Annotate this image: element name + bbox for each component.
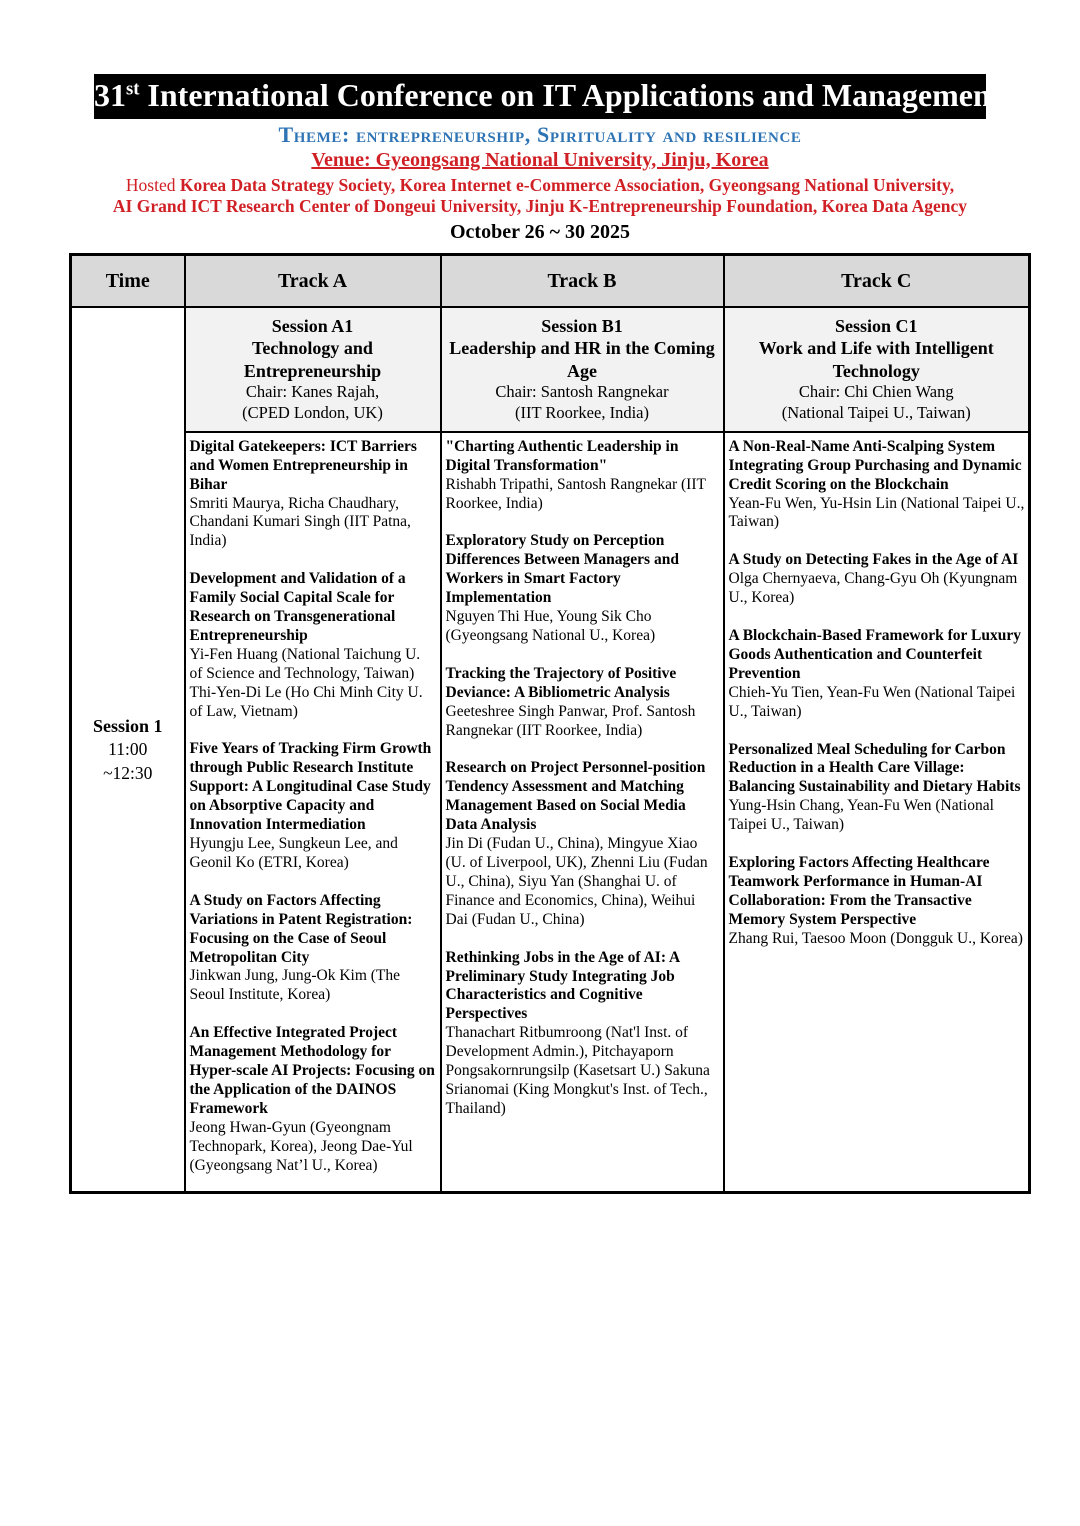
hosted-block [0,175,1080,218]
paper-entry [446,949,720,1119]
paper-title: Five Years of Tracking Firm Growth through Public Research Institute Support: A Longitudinal Case Study on Absorptive Capacity and Innovation Intermediation [189,740,432,834]
paper-title: Exploratory Study on Perception Differences Between Managers and Workers in Smart Factory Implementation [445,532,679,607]
papers-row [71,432,1030,1193]
paper-title: "Charting Authentic Leadership in Digital Transformation" [445,437,679,474]
session-title: Technology and Entrepreneurship [243,338,382,381]
paper-authors: Thanachart Ritbumroong (Nat'l Inst. of Development Admin.), Pitchayaporn Pongsakornrungsilp (Kasetsart U.) Sakuna Srianomai (King Mongkut's Inst. of Tech., Thailand) [445,1024,710,1117]
paper-entry [190,740,437,872]
column-header-track-b: Track B [441,255,724,307]
paper-title: A Blockchain-Based Framework for Luxury Goods Authentication and Counterfeit Prevention [728,627,1021,682]
paper-title: Research on Project Personnel-position Tendency Assessment and Matching Management Based on Social Media Data Analysis [445,759,706,834]
paper-authors: Zhang Rui, Taesoo Moon (Dongguk U., Korea) [728,929,1023,947]
paper-title: A Study on Detecting Fakes in the Age of AI [728,551,1019,569]
paper-title: A Study on Factors Affecting Variations in Patent Registration: Focusing on the Case of Seoul Metropolitan City [189,891,413,966]
hosted-line-1 [0,175,1080,196]
paper-authors: Jin Di (Fudan U., China), Mingyue Xiao (U. of Liverpool, UK), Zhenni Liu (Fudan U., China), Siyu Yan (Shanghai U. of Finance and Economics, China), Weihui Dai (Fudan U., China) [445,835,708,928]
conference-title-banner [94,74,1002,119]
session-chair: Chair: Kanes Rajah, [245,382,380,402]
paper-entry [446,532,720,645]
paper-entry [446,438,720,514]
session-chair: Chair: Chi Chien Wang [798,382,954,402]
session-number: Session 1 [92,715,163,736]
hosted-line-2: AI Grand ICT Research Center of Dongeui University, Jinju K-Entrepreneurship Foundation, Korea Data Agency [112,195,968,216]
conference-dates: October 26 ~ 30 2025 [449,221,630,244]
session-header-b1 [441,307,724,432]
paper-entry [729,438,1026,533]
paper-authors: Geeteshree Singh Panwar, Prof. Santosh Rangnekar (IIT Roorkee, India) [445,702,696,739]
session-chair-affiliation: (CPED London, UK) [242,403,383,423]
track-b-papers [441,432,724,1193]
paper-authors: Rishabh Tripathi, Santosh Rangnekar (IIT Roorkee, India) [445,475,706,512]
paper-entry [729,854,1026,949]
paper-authors: Yean-Fu Wen, Yu-Hsin Lin (National Taipei U., Taiwan) [728,494,1025,531]
paper-title: Rethinking Jobs in the Age of AI: A Preliminary Study Integrating Job Characteristics and Cognitive Perspectives [445,948,680,1023]
session-header-row [71,307,1030,432]
paper-title: A Non-Real-Name Anti-Scalping System Integrating Group Purchasing and Dynamic Credit Scoring on the Blockchain [728,437,1022,493]
session-chair-affiliation: (IIT Roorkee, India) [515,403,649,423]
paper-entry [190,570,437,721]
hosted-organizations-1: Korea Data Strategy Society, Korea Internet e-Commerce Association, Gyeongsang National University, [179,174,955,195]
theme-line: Theme: entrepreneurship, Spirituality and resilience [278,121,802,147]
conference-number-ordinal: st [126,78,140,100]
session-header-a1 [185,307,441,432]
column-header-time: Time [71,255,185,307]
track-c-papers [724,432,1030,1193]
paper-entry [729,551,1026,608]
paper-title: Personalized Meal Scheduling for Carbon Reduction in a Health Care Village: Balancing Sustainability and Dietary Habits [728,740,1021,796]
conference-title: International Conference on IT Applications and Management [139,77,1002,113]
session-chair-affiliation: (National Taipei U., Taiwan) [781,403,971,423]
program-table [69,253,1031,1194]
paper-title: Development and Validation of a Family Social Capital Scale for Research on Transgenerational Entrepreneurship [189,570,406,644]
paper-authors: Olga Chernyaeva, Chang-Gyu Oh (Kyungnam U., Korea) [728,570,1018,607]
table-header-row [71,255,1030,307]
session-title: Leadership and HR in the Coming Age [449,338,715,381]
venue-link[interactable]: Venue: Gyeongsang National University, Jinju, Korea [311,148,769,171]
session-chair: Chair: Santosh Rangnekar [495,382,669,402]
session-code: Session B1 [541,315,623,336]
paper-authors: Jinkwan Jung, Jung-Ok Kim (The Seoul Institute, Korea) [189,967,401,1004]
session-header-c1 [724,307,1030,432]
session-start-time: 11:00 [108,739,148,760]
paper-title: An Effective Integrated Project Management Methodology for Hyper-scale AI Projects: Focusing on the Application of the DAINOS Framework [189,1024,435,1117]
session-code: Session C1 [834,315,918,336]
session-end-time: ~12:30 [103,762,153,783]
track-a-papers [185,432,441,1193]
hosted-prefix: Hosted [125,174,180,195]
paper-title: Exploring Factors Affecting Healthcare Teamwork Performance in Human-AI Collaboration: From the Transactive Memory System Perspective [728,854,990,928]
time-cell-session-1 [71,307,185,1193]
paper-authors: Hyungju Lee, Sungkeun Lee, and Geonil Ko (ETRI, Korea) [189,835,398,871]
session-code: Session A1 [271,315,354,336]
paper-authors: Yung-Hsin Chang, Yean-Fu Wen (National Taipei U., Taiwan) [728,797,994,834]
paper-entry [190,892,437,1005]
paper-authors: Jeong Hwan-Gyun (Gyeongnam Technopark, Korea), Jeong Dae-Yul (Gyeongsang Nat’l U., Korea) [189,1118,413,1174]
paper-entry [446,759,720,929]
column-header-track-a: Track A [185,255,441,307]
paper-title: Digital Gatekeepers: ICT Barriers and Women Entrepreneurship in Bihar [189,437,417,493]
paper-entry [446,665,720,741]
paper-authors: Yi-Fen Huang (National Taichung U. of Science and Technology, Taiwan) Thi-Yen-Di Le (Ho Chi Minh City U. of Law, Vietnam) [189,645,423,720]
paper-authors: Smriti Maurya, Richa Chaudhary, Chandani Kumari Singh (IIT Patna, India) [189,494,411,550]
conference-number: 31 [94,77,126,113]
paper-entry [190,438,437,551]
session-title: Work and Life with Intelligent Technology [758,338,994,381]
paper-entry [729,627,1026,722]
paper-authors: Chieh-Yu Tien, Yean-Fu Wen (National Taipei U., Taiwan) [728,683,1016,720]
column-header-track-c: Track C [724,255,1030,307]
paper-entry [729,741,1026,836]
paper-authors: Nguyen Thi Hue, Young Sik Cho (Gyeongsang National U., Korea) [445,608,656,644]
paper-entry [190,1024,437,1175]
paper-title: Tracking the Trajectory of Positive Deviance: A Bibliometric Analysis [445,664,677,701]
